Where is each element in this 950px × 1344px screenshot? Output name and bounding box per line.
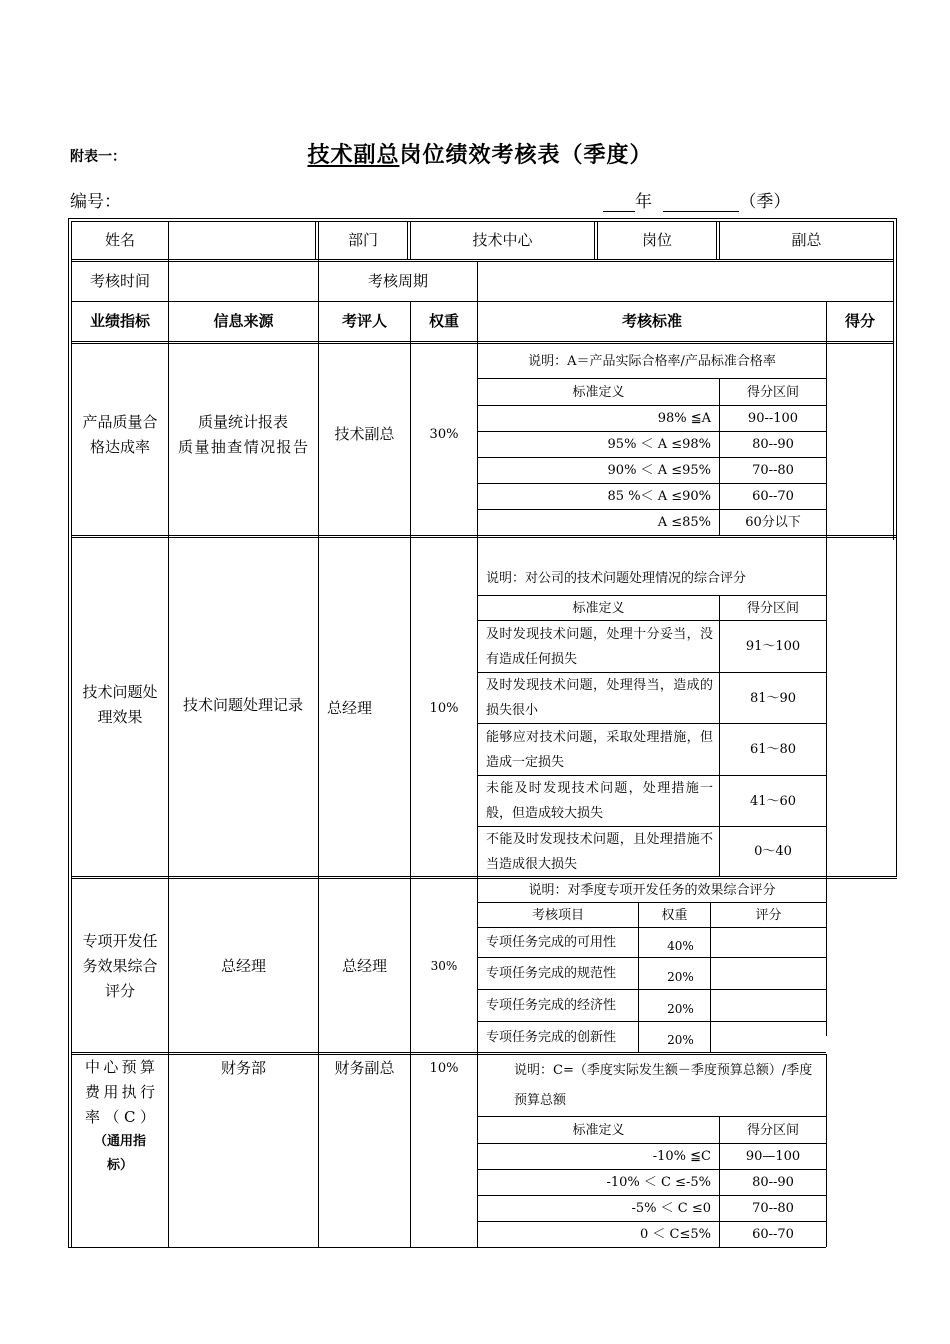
s1-row-range: 90--100 [747, 411, 799, 426]
s1-row-def: 85 %＜ A ≤90% [607, 489, 711, 504]
s4-row-def: -5% ＜ C ≤0 [631, 1201, 711, 1216]
s1-evaluator: 技术副总 [334, 425, 395, 443]
post-label: 岗位 [641, 231, 672, 249]
period-field[interactable] [478, 262, 893, 301]
s4-row-range: 60--70 [752, 1227, 794, 1242]
s3-evaluator: 总经理 [341, 957, 387, 975]
s3-indicator: 专项开发任务效果综合评分 [82, 932, 158, 1000]
s4-col-range: 得分区间 [746, 1122, 799, 1138]
s3-row-score-field[interactable] [711, 990, 826, 1021]
s1-score-field[interactable] [827, 344, 893, 535]
info-hline [71, 259, 894, 260]
border-top-outer [68, 218, 897, 219]
col-header-indicator: 业绩指标 [89, 312, 150, 330]
s1-note: 说明：A＝产品实际合格率/产品标准合格率 [528, 353, 776, 369]
year-blank[interactable] [603, 193, 635, 212]
number-label: 编号： [70, 192, 121, 212]
s3-note: 说明：对季度专项开发任务的效果综合评分 [528, 883, 776, 898]
s1-row-range: 60分以下 [745, 515, 801, 530]
border-bottom [68, 1247, 479, 1248]
s2-col-range: 得分区间 [746, 600, 799, 616]
quarter-label: （季） [739, 192, 791, 212]
time-label: 考核时间 [89, 272, 150, 290]
border-left-inner [71, 221, 72, 1248]
s1-weight: 30% [429, 427, 459, 442]
section-divider [71, 1052, 826, 1053]
s4-row-def: -10% ≦C [652, 1149, 711, 1164]
s1-row-def: 98% ≦A [657, 411, 711, 426]
info-vline [315, 221, 316, 259]
year-quarter-line [603, 187, 790, 212]
s3-weight: 30% [430, 959, 458, 973]
s4-weight: 10% [429, 1061, 459, 1076]
s4-vline [826, 1054, 827, 1116]
section-divider [71, 535, 897, 536]
s3-row-score-field[interactable] [711, 928, 826, 957]
s1-source-line1: 质量统计报表 [197, 412, 288, 431]
s2-source: 技术问题处理记录 [182, 695, 303, 714]
s1-row-range: 60--70 [752, 489, 794, 504]
s3-row-item: 专项任务完成的规范性 [486, 966, 617, 981]
s2-row-range: 41～60 [749, 793, 797, 809]
s2-row-range: 81～90 [749, 690, 797, 706]
s1-indicator: 产品质量合格达成率 [82, 412, 158, 456]
dept-label: 部门 [347, 231, 378, 249]
border-right-inner [893, 221, 894, 540]
s1-source [174, 344, 312, 535]
s2-note: 说明：对公司的技术问题处理情况的综合评分 [486, 571, 747, 586]
s2-indicator: 技术问题处理效果 [82, 683, 158, 726]
s4-evaluator: 财务副总 [334, 1059, 395, 1077]
s2-col-def: 标准定义 [572, 600, 625, 616]
s2-row-range: 0～40 [754, 844, 792, 859]
s4-indicator-note: （通用指标） [93, 1133, 146, 1173]
year-label: 年 [635, 192, 652, 212]
s1-row-range: 80--90 [752, 437, 794, 452]
page-title [0, 138, 950, 169]
s3-row-item: 专项任务完成的可用性 [486, 935, 617, 950]
col-header-evaluator: 考评人 [341, 312, 387, 330]
s3-row-weight: 20% [667, 970, 694, 984]
dept-value: 技术中心 [472, 231, 533, 249]
title-position: 技术副总 [307, 142, 400, 168]
s2-score-field[interactable] [827, 538, 893, 876]
border-right-outer [896, 218, 897, 540]
name-label: 姓名 [104, 231, 135, 249]
s3-row-item: 专项任务完成的经济性 [486, 998, 617, 1013]
s4-row-range: 90—100 [745, 1149, 801, 1164]
s3-row-weight: 20% [667, 1002, 694, 1016]
col-header-standard: 考核标准 [621, 312, 682, 330]
s2-row-def: 及时发现技术问题，处理得当，造成的损失很小 [486, 678, 713, 718]
s4-row-range: 80--90 [752, 1175, 794, 1190]
s4-row-def: 0 ＜ C≤5% [640, 1227, 711, 1242]
s3-col-item: 考核项目 [531, 907, 584, 923]
s4-note: 说明：C=（季度实际发生额－季度预算总额）/季度预算总额 [514, 1063, 813, 1108]
info-vline [716, 221, 717, 259]
s3-row-weight: 40% [667, 939, 694, 953]
name-field[interactable] [169, 222, 315, 259]
s1-row-def: A ≤85% [657, 515, 711, 530]
s4-source: 财务部 [220, 1059, 266, 1077]
s3-col-score: 评分 [755, 907, 782, 923]
s4-indicator: 中心预算费用执行率（C） [85, 1057, 155, 1126]
s3-score-field[interactable] [827, 879, 893, 1052]
col-header-weight: 权重 [428, 312, 459, 330]
s1-col-def: 标准定义 [572, 384, 625, 400]
s1-row-range: 70--80 [752, 463, 794, 478]
s3-row-item: 专项任务完成的创新性 [486, 1029, 617, 1045]
s4-col-def: 标准定义 [572, 1122, 625, 1138]
s3-row-score-field[interactable] [711, 1022, 826, 1052]
s2-evaluator: 总经理 [327, 698, 373, 717]
s2-row-def: 不能及时发现技术问题，且处理措施不当造成很大损失 [486, 831, 713, 872]
header-hline [71, 341, 894, 342]
section-divider [71, 876, 897, 877]
s4-row-def: -10% ＜ C ≤-5% [606, 1175, 711, 1190]
s2-row-def: 能够应对技术问题，采取处理措施，但造成一定损失 [486, 729, 713, 770]
s1-row-def: 90% ＜ A ≤95% [607, 463, 711, 478]
border-left-outer [68, 218, 69, 1248]
s4-row-range: 70--80 [752, 1201, 794, 1216]
time-field[interactable] [169, 262, 318, 301]
s2-weight: 10% [429, 700, 459, 716]
period-label: 考核周期 [367, 272, 428, 290]
s2-row-def: 未能及时发现技术问题，处理措施一般，但造成较大损失 [486, 781, 713, 821]
s4-indicator-block [82, 1056, 158, 1176]
s3-row-weight: 20% [667, 1032, 694, 1047]
attachment-label: 附表一： [70, 149, 126, 165]
col-line [168, 301, 169, 1247]
s4-vline [826, 1116, 827, 1247]
s4-hline [477, 1247, 826, 1248]
s2-row-range: 91～100 [745, 639, 801, 654]
s1-row-def: 95% ＜ A ≤98% [607, 437, 711, 452]
section-divider [71, 1054, 826, 1055]
col-header-score: 得分 [844, 312, 875, 330]
s2-row-def: 及时发现技术问题，处理十分妥当，没有造成任何损失 [486, 626, 713, 667]
s3-col-weight: 权重 [661, 907, 688, 923]
info-vline [407, 221, 408, 259]
title-rest: 岗位绩效考核表（季度） [399, 142, 653, 168]
info-vline [594, 221, 595, 259]
s1-col-range: 得分区间 [746, 384, 799, 400]
s3-source: 总经理 [220, 957, 266, 975]
s1-source-line2: 质量抽查情况报告 [178, 437, 308, 456]
s3-row-score-field[interactable] [711, 958, 826, 989]
quarter-blank[interactable] [663, 193, 739, 212]
s2-row-range: 61～80 [749, 742, 797, 757]
s2-right [896, 537, 897, 877]
post-value: 副总 [791, 231, 822, 249]
col-header-source: 信息来源 [213, 312, 274, 330]
